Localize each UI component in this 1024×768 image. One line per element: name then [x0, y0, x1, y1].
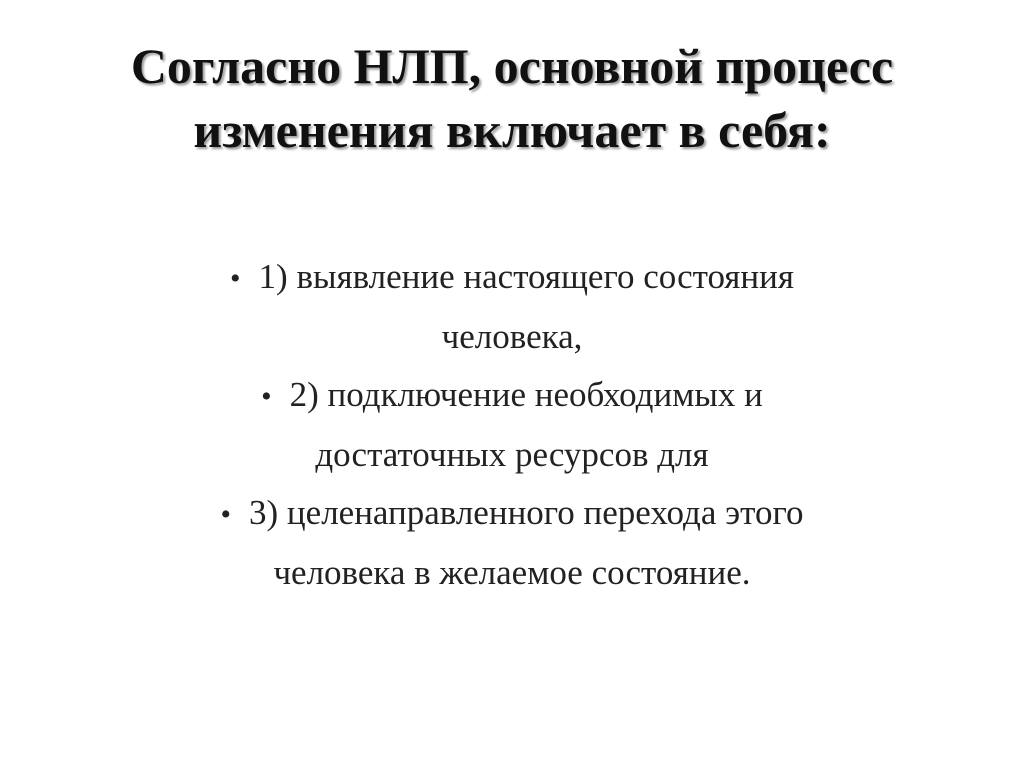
bullet-item-1-text-1: 1) выявление настоящего состояния [258, 257, 794, 296]
bullet-item-3-text-1: 3) целенаправленного перехода этого [249, 493, 804, 532]
slide-title-line-2: изменения включает в себя: [193, 102, 831, 158]
bullet-icon: • [230, 262, 241, 295]
slide-title-line-1: Согласно НЛП, основной процесс [130, 38, 894, 94]
bullet-item-3-line-2: человека в желаемое состояние. [273, 553, 751, 592]
bullet-list [90, 248, 934, 602]
bullet-item-3 [90, 484, 934, 602]
slide-title [40, 34, 984, 162]
bullet-item-1 [90, 248, 934, 366]
bullet-item-3-line-1 [90, 484, 934, 544]
bullet-icon: • [261, 380, 272, 413]
bullet-item-2-line-1 [90, 366, 934, 426]
bullet-item-2 [90, 366, 934, 484]
bullet-item-1-line-1 [90, 248, 934, 308]
bullet-icon: • [220, 498, 232, 531]
bullet-item-2-text-1: 2) подключение необходимых и [289, 375, 763, 414]
bullet-item-2-line-2: достаточных ресурсов для [315, 435, 709, 474]
bullet-item-1-line-2: человека, [441, 317, 583, 356]
